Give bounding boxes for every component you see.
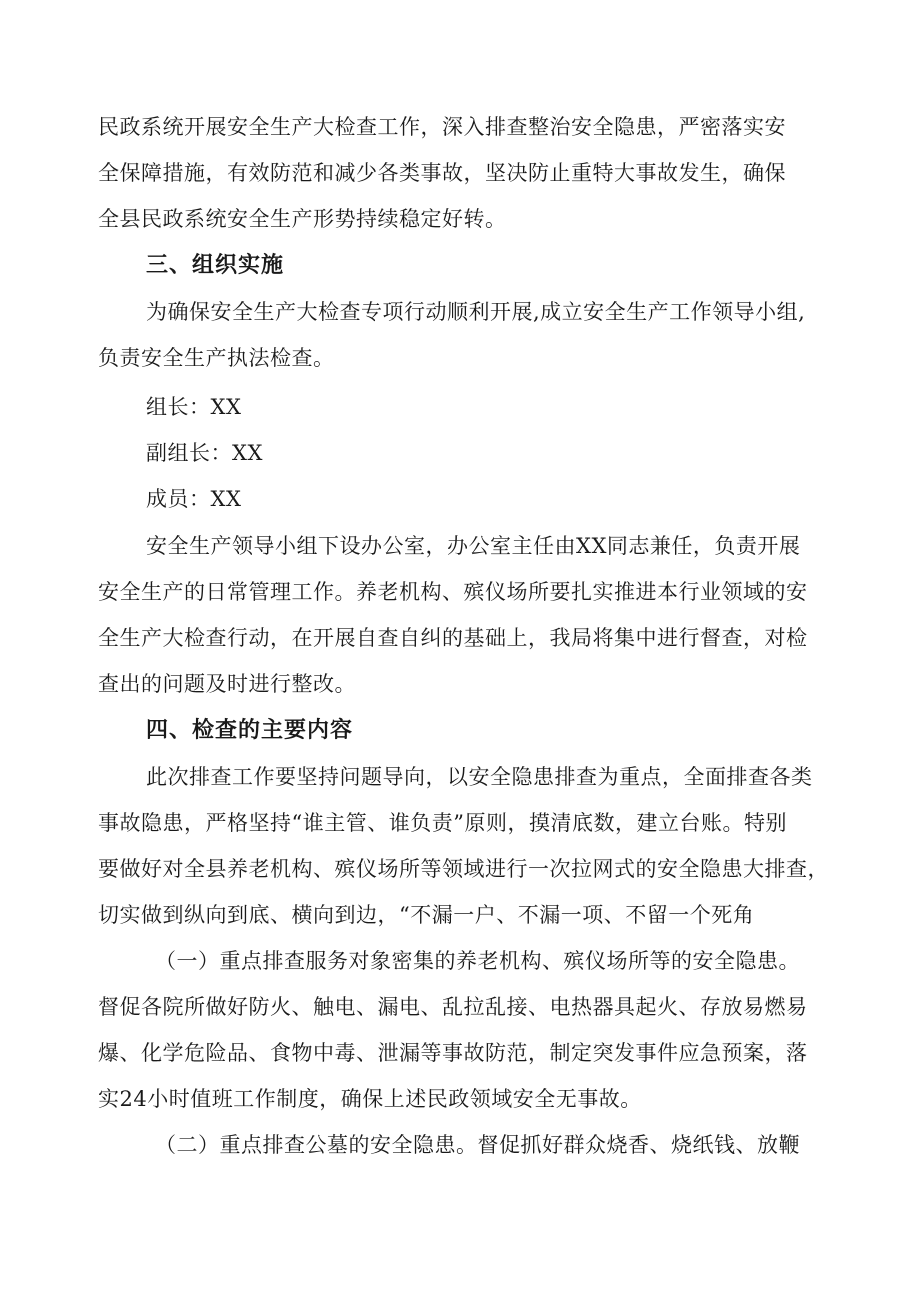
paragraph-line: 事故隐患，严格坚持“谁主管、谁负责”原则，摸清底数，建立台账。特别 — [98, 811, 787, 835]
paragraph-line: 查出的问题及时进行整改。 — [98, 672, 356, 696]
leader-line: 组长：XX — [146, 395, 242, 419]
paragraph-line: 要做好对全县养老机构、殡仪场所等领域进行一次拉网式的安全隐患大排查， — [98, 857, 829, 881]
paragraph-line: 此次排查工作要坚持问题导向，以安全隐患排查为重点，全面排查各类 — [146, 765, 813, 789]
paragraph-line: 实24小时值班工作制度，确保上述民政领域安全无事故。 — [98, 1087, 642, 1111]
section-heading: 四、检查的主要内容 — [146, 718, 354, 743]
paragraph-line: 民政系统开展安全生产大检查工作，深入排查整治安全隐患，严密落实安 — [98, 115, 786, 139]
paragraph-line: （二）重点排查公墓的安全隐患。督促抓好群众烧香、烧纸钱、放鞭 — [155, 1133, 800, 1157]
paragraph-line: 为确保安全生产大检查专项行动顺利开展,成立安全生产工作领导小组, — [146, 300, 806, 324]
paragraph-line: 全保障措施，有效防范和减少各类事故，坚决防止重特大事故发生，确保 — [98, 161, 786, 185]
paragraph-line: 爆、化学危险品、食物中毒、泄漏等事故防范，制定突发事件应急预案，落 — [98, 1041, 808, 1065]
paragraph-line: 安全生产领导小组下设办公室，办公室主任由XX同志兼任，负责开展 — [146, 534, 801, 558]
members-line: 成员：XX — [146, 487, 242, 511]
paragraph-line: 全生产大检查行动，在开展自查自纠的基础上，我局将集中进行督查，对检 — [98, 626, 808, 650]
paragraph-line: 全县民政系统安全生产形势持续稳定好转。 — [98, 207, 507, 231]
paragraph-line: 安全生产的日常管理工作。养老机构、殡仪场所要扎实推进本行业领域的安 — [98, 580, 808, 604]
section-heading: 三、组织实施 — [146, 253, 285, 278]
paragraph-line: 切实做到纵向到底、横向到边，“不漏一户、不漏一项、不留一个死角 — [98, 903, 755, 927]
paragraph-line: 负责安全生产执法检查。 — [98, 346, 335, 370]
deputy-leader-line: 副组长：XX — [146, 441, 263, 465]
paragraph-line: 督促各院所做好防火、触电、漏电、乱拉乱接、电热器具起火、存放易燃易 — [98, 995, 808, 1019]
paragraph-line: （一）重点排查服务对象密集的养老机构、殡仪场所等的安全隐患。 — [155, 949, 800, 973]
